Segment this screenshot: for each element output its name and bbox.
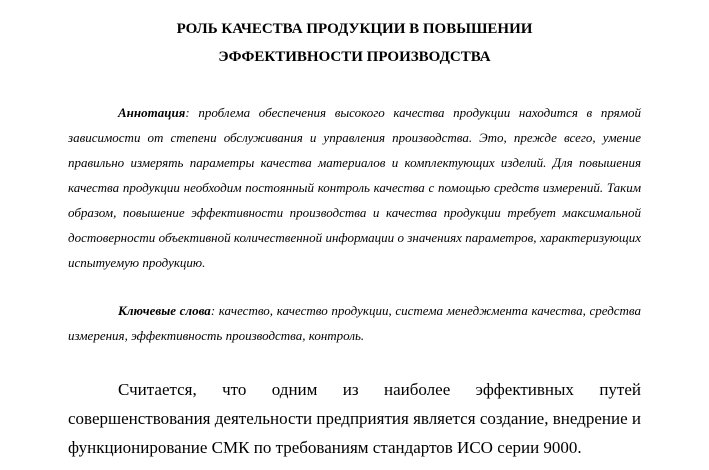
keywords-paragraph bbox=[68, 298, 641, 348]
abstract-label: Аннотация bbox=[118, 105, 186, 120]
abstract-paragraph bbox=[68, 100, 641, 275]
title-line-1: РОЛЬ КАЧЕСТВА ПРОДУКЦИИ В ПОВЫШЕНИИ bbox=[176, 21, 533, 37]
keywords-label: Ключевые слова bbox=[118, 303, 211, 318]
title-line-2: ЭФФЕКТИВНОСТИ ПРОИЗВОДСТВА bbox=[218, 49, 491, 65]
body-paragraph: Считается, что одним из наиболее эффективных путей совершенствования деятельности предприятия является создание, внедрение и функционирование СМК по требованиям стандартов ИСО серии 9000. bbox=[68, 380, 641, 457]
abstract-text: : проблема обеспечения высокого качества продукции находится в прямой зависимости от степени обслуживания и управления производства. Это, прежде всего, умение правильно измерять параметры качества материалов и комплектующих изделий. Для повышения качества продукции необходим постоянный контроль качества с помощью средств измерений. Таким образом, повышение эффективности производства и качества продукции требует максимальной достоверности объективной количественной информации о значениях параметров, характеризующих испытуемую продукцию. bbox=[68, 105, 641, 270]
keywords-text: : качество, качество продукции, система менеджмента качества, средства измерения, эффективность производства, контроль. bbox=[68, 303, 641, 343]
